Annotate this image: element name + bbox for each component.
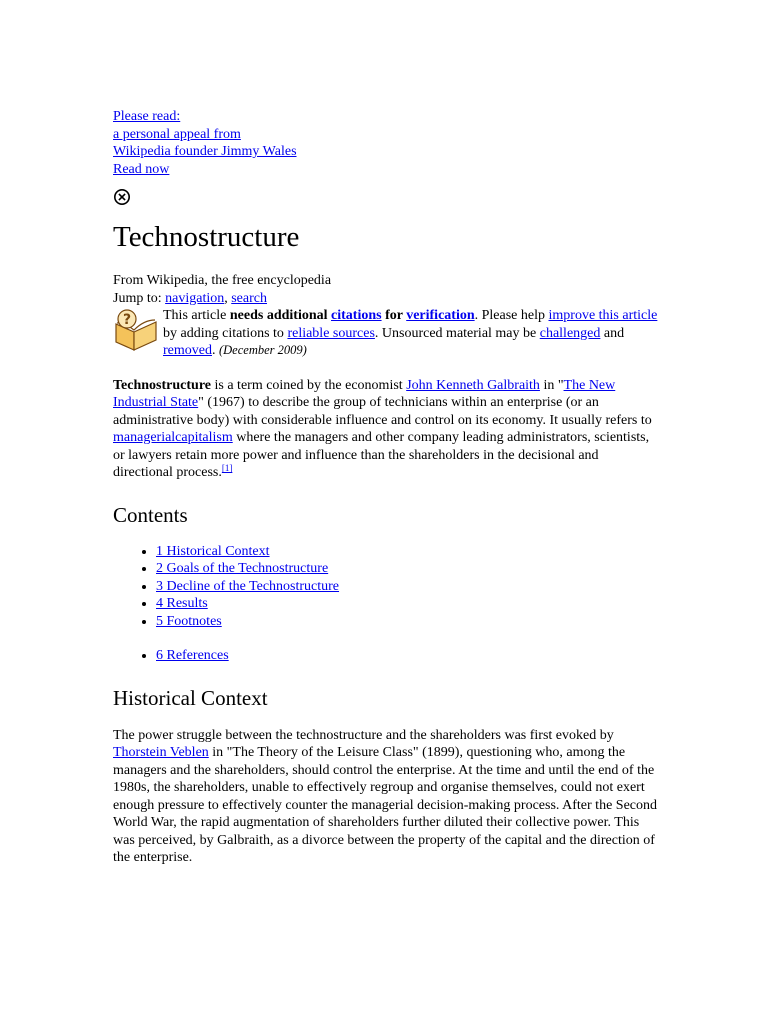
toc-link-goals[interactable]: 2 Goals of the Technostructure: [156, 561, 329, 576]
toc-list-references: [113, 647, 658, 665]
toc-item: [156, 647, 658, 665]
toc-item: [156, 613, 658, 631]
toc-item: [156, 560, 658, 578]
challenged-link[interactable]: challenged: [539, 325, 601, 341]
circled-x-icon[interactable]: [113, 188, 131, 206]
verification-link[interactable]: verification: [406, 308, 475, 323]
notice-bold-1: needs additional: [229, 308, 332, 323]
veblen-link[interactable]: Thorstein Veblen: [113, 745, 209, 760]
citation-notice: [113, 307, 658, 360]
toc-list: [113, 543, 658, 631]
galbraith-link[interactable]: John Kenneth Galbraith: [406, 377, 540, 393]
lead-paragraph: [113, 377, 658, 482]
toc-item: [156, 543, 658, 561]
toc-item: [156, 595, 658, 613]
article-page: [113, 108, 658, 867]
lead-text-4: where the managers and other company leading administrators, scientists, or lawyers retain more power and influence than the shareholders in the decisional and directional process.: [113, 430, 650, 480]
lead-term: Technostructure: [113, 377, 211, 393]
book-icon: [113, 308, 159, 352]
history-text-1: The power struggle between the technostructure and the shareholders was first evoked by: [113, 727, 614, 743]
site-subtitle: From Wikipedia, the free encyclopedia: [113, 273, 332, 288]
donation-appeal: [113, 108, 658, 178]
removed-link[interactable]: removed: [163, 343, 212, 358]
footnote-ref-1[interactable]: [1]: [221, 463, 233, 473]
notice-text-2: . Please help: [474, 308, 549, 323]
toc-link-results[interactable]: 4 Results: [156, 596, 208, 611]
jump-to-line: [113, 290, 658, 308]
notice-text-4: . Unsourced material may be: [374, 325, 540, 341]
appeal-link-read-now[interactable]: Read now: [113, 161, 170, 177]
jump-label: Jump to:: [113, 290, 166, 306]
svg-text:?: ?: [122, 312, 132, 328]
notice-bold-2: for: [381, 308, 407, 323]
lead-text-2: in ": [539, 377, 564, 393]
improve-article-link[interactable]: improve this article: [548, 308, 658, 323]
reliable-sources-link[interactable]: reliable sources: [287, 325, 375, 341]
notice-text-3: by adding citations to: [163, 325, 288, 341]
toc-link-decline[interactable]: 3 Decline of the Technostructure: [156, 578, 340, 594]
jump-separator: ,: [224, 290, 232, 306]
lead-text-1: is a term coined by the economist: [211, 377, 407, 393]
notice-text-6: .: [211, 343, 219, 358]
page-title: Technostructure: [113, 221, 300, 253]
notice-text-1: This article: [163, 308, 230, 323]
notice-text-5: and: [600, 325, 625, 341]
appeal-link-jimmy-wales[interactable]: Wikipedia founder Jimmy Wales: [113, 144, 297, 159]
toc-link-references[interactable]: 6 References: [156, 648, 229, 663]
historical-context-paragraph: [113, 727, 658, 867]
historical-context-heading: Historical Context: [113, 685, 268, 710]
contents-heading: Contents: [113, 502, 188, 527]
jump-search-link[interactable]: search: [231, 290, 267, 306]
history-text-2: in "The Theory of the Leisure Class" (1899), questioning who, among the managers and the shareholders, should control the enterprise. At the time and until the end of the 1980s, the shareholders, unable to effectively regroup and organise themselves, could not exert enough pressure to effectively counter the managerial decision-making process. After the Second World War, the rapid augmentation of shareholders further diluted their collective power. This was perceived, by Galbraith, as a divorce between the property of the capital and the direction of the enterprise.: [113, 745, 657, 865]
toc-link-historical-context[interactable]: 1 Historical Context: [156, 543, 270, 559]
lead-text-3: " (1967) to describe the group of technicians within an enterprise (or an administrative body) with considerable influence and control on its economy. It usually refers to: [113, 395, 652, 428]
appeal-link-please-read[interactable]: Please read:: [113, 109, 181, 124]
toc-link-footnotes[interactable]: 5 Footnotes: [156, 613, 222, 629]
new-industrial-state-link[interactable]: The New Industrial State: [113, 377, 616, 410]
managerial-capitalism-link[interactable]: managerialcapitalism: [113, 430, 233, 445]
jump-navigation-link[interactable]: navigation: [165, 290, 225, 306]
notice-date: (December 2009): [218, 343, 307, 357]
toc-item: [156, 578, 658, 596]
appeal-link-personal-appeal[interactable]: a personal appeal from: [113, 126, 241, 142]
citations-link[interactable]: citations: [331, 308, 382, 323]
